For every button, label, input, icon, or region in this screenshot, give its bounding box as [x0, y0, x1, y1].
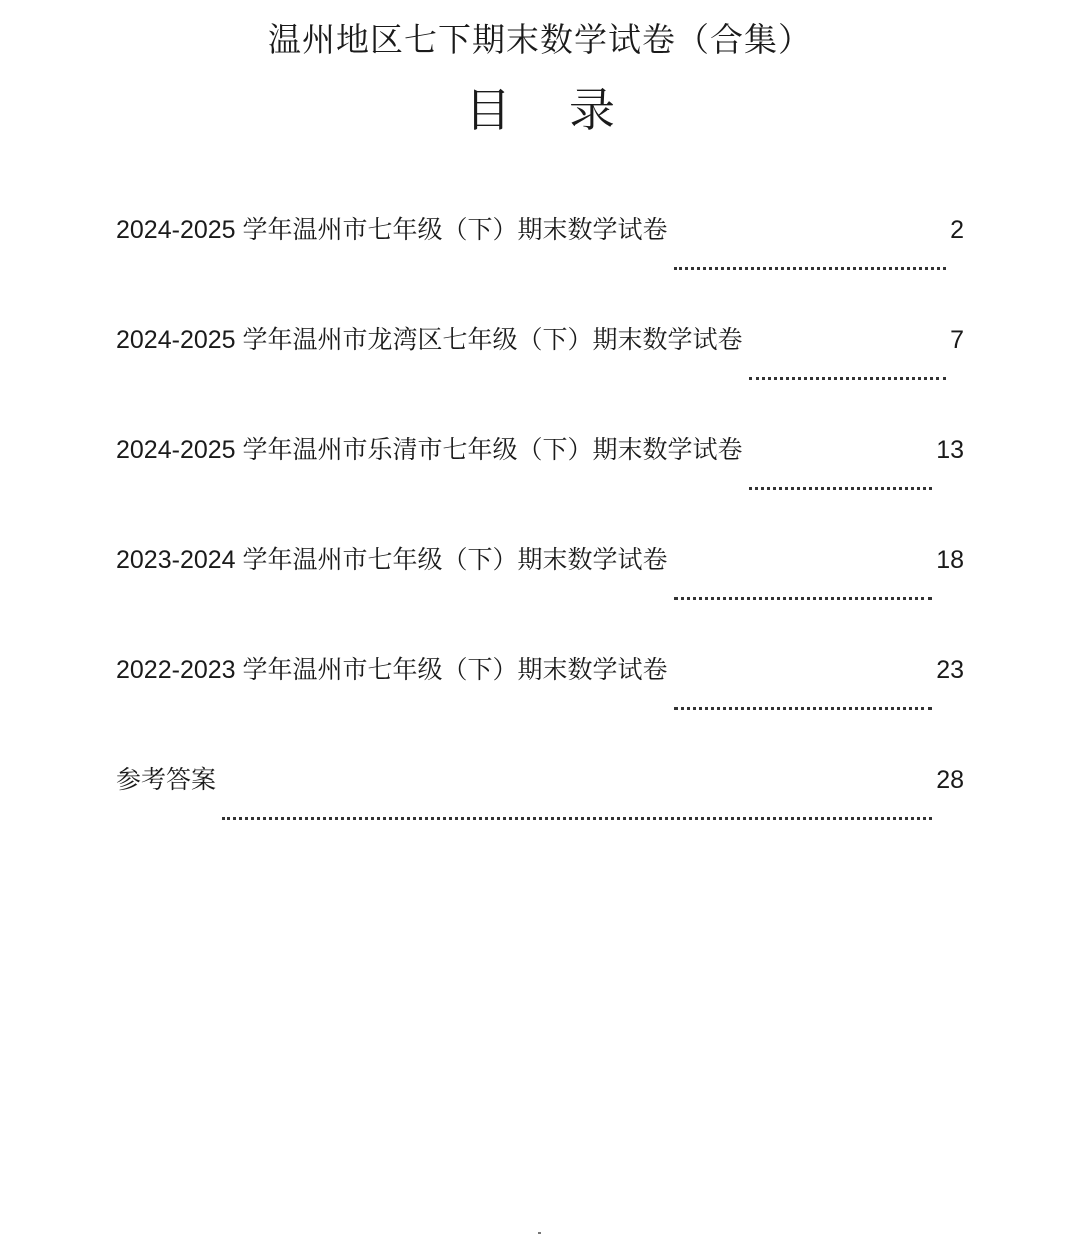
- page-footer-mark: [538, 1232, 541, 1234]
- toc-list: [116, 205, 964, 865]
- toc-entry-label[interactable]: 参考答案: [116, 766, 217, 794]
- toc-entry-page[interactable]: 2: [950, 216, 964, 244]
- toc-entry-label[interactable]: 2022-2023 学年温州市七年级（下）期末数学试卷: [116, 656, 668, 684]
- toc-entry[interactable]: [116, 755, 964, 865]
- toc-entry-page[interactable]: 23: [936, 656, 964, 684]
- toc-entry-page[interactable]: 13: [936, 436, 964, 464]
- dot-leader: [222, 795, 932, 825]
- toc-entry[interactable]: [116, 645, 964, 755]
- toc-entry-page[interactable]: 7: [950, 326, 964, 354]
- toc-entry-page[interactable]: 18: [936, 546, 964, 574]
- toc-entry[interactable]: [116, 205, 964, 315]
- toc-heading: [0, 74, 1080, 140]
- toc-entry-label[interactable]: 2024-2025 学年温州市龙湾区七年级（下）期末数学试卷: [116, 326, 743, 354]
- toc-heading-first-char: 目: [465, 83, 511, 137]
- toc-heading-second-char: 录: [569, 83, 615, 137]
- dot-leader: [749, 355, 947, 385]
- dot-leader: [674, 575, 933, 605]
- toc-entry-label[interactable]: 2023-2024 学年温州市七年级（下）期末数学试卷: [116, 546, 668, 574]
- document-title: 温州地区七下期末数学试卷（合集）: [268, 20, 812, 59]
- dot-leader: [674, 245, 947, 275]
- dot-leader: [674, 685, 933, 715]
- toc-entry[interactable]: [116, 535, 964, 645]
- toc-entry-label[interactable]: 2024-2025 学年温州市七年级（下）期末数学试卷: [116, 216, 668, 244]
- toc-entry[interactable]: [116, 425, 964, 535]
- toc-entry-label[interactable]: 2024-2025 学年温州市乐清市七年级（下）期末数学试卷: [116, 436, 743, 464]
- dot-leader: [749, 465, 933, 495]
- toc-entry-page[interactable]: 28: [936, 766, 964, 794]
- toc-entry[interactable]: [116, 315, 964, 425]
